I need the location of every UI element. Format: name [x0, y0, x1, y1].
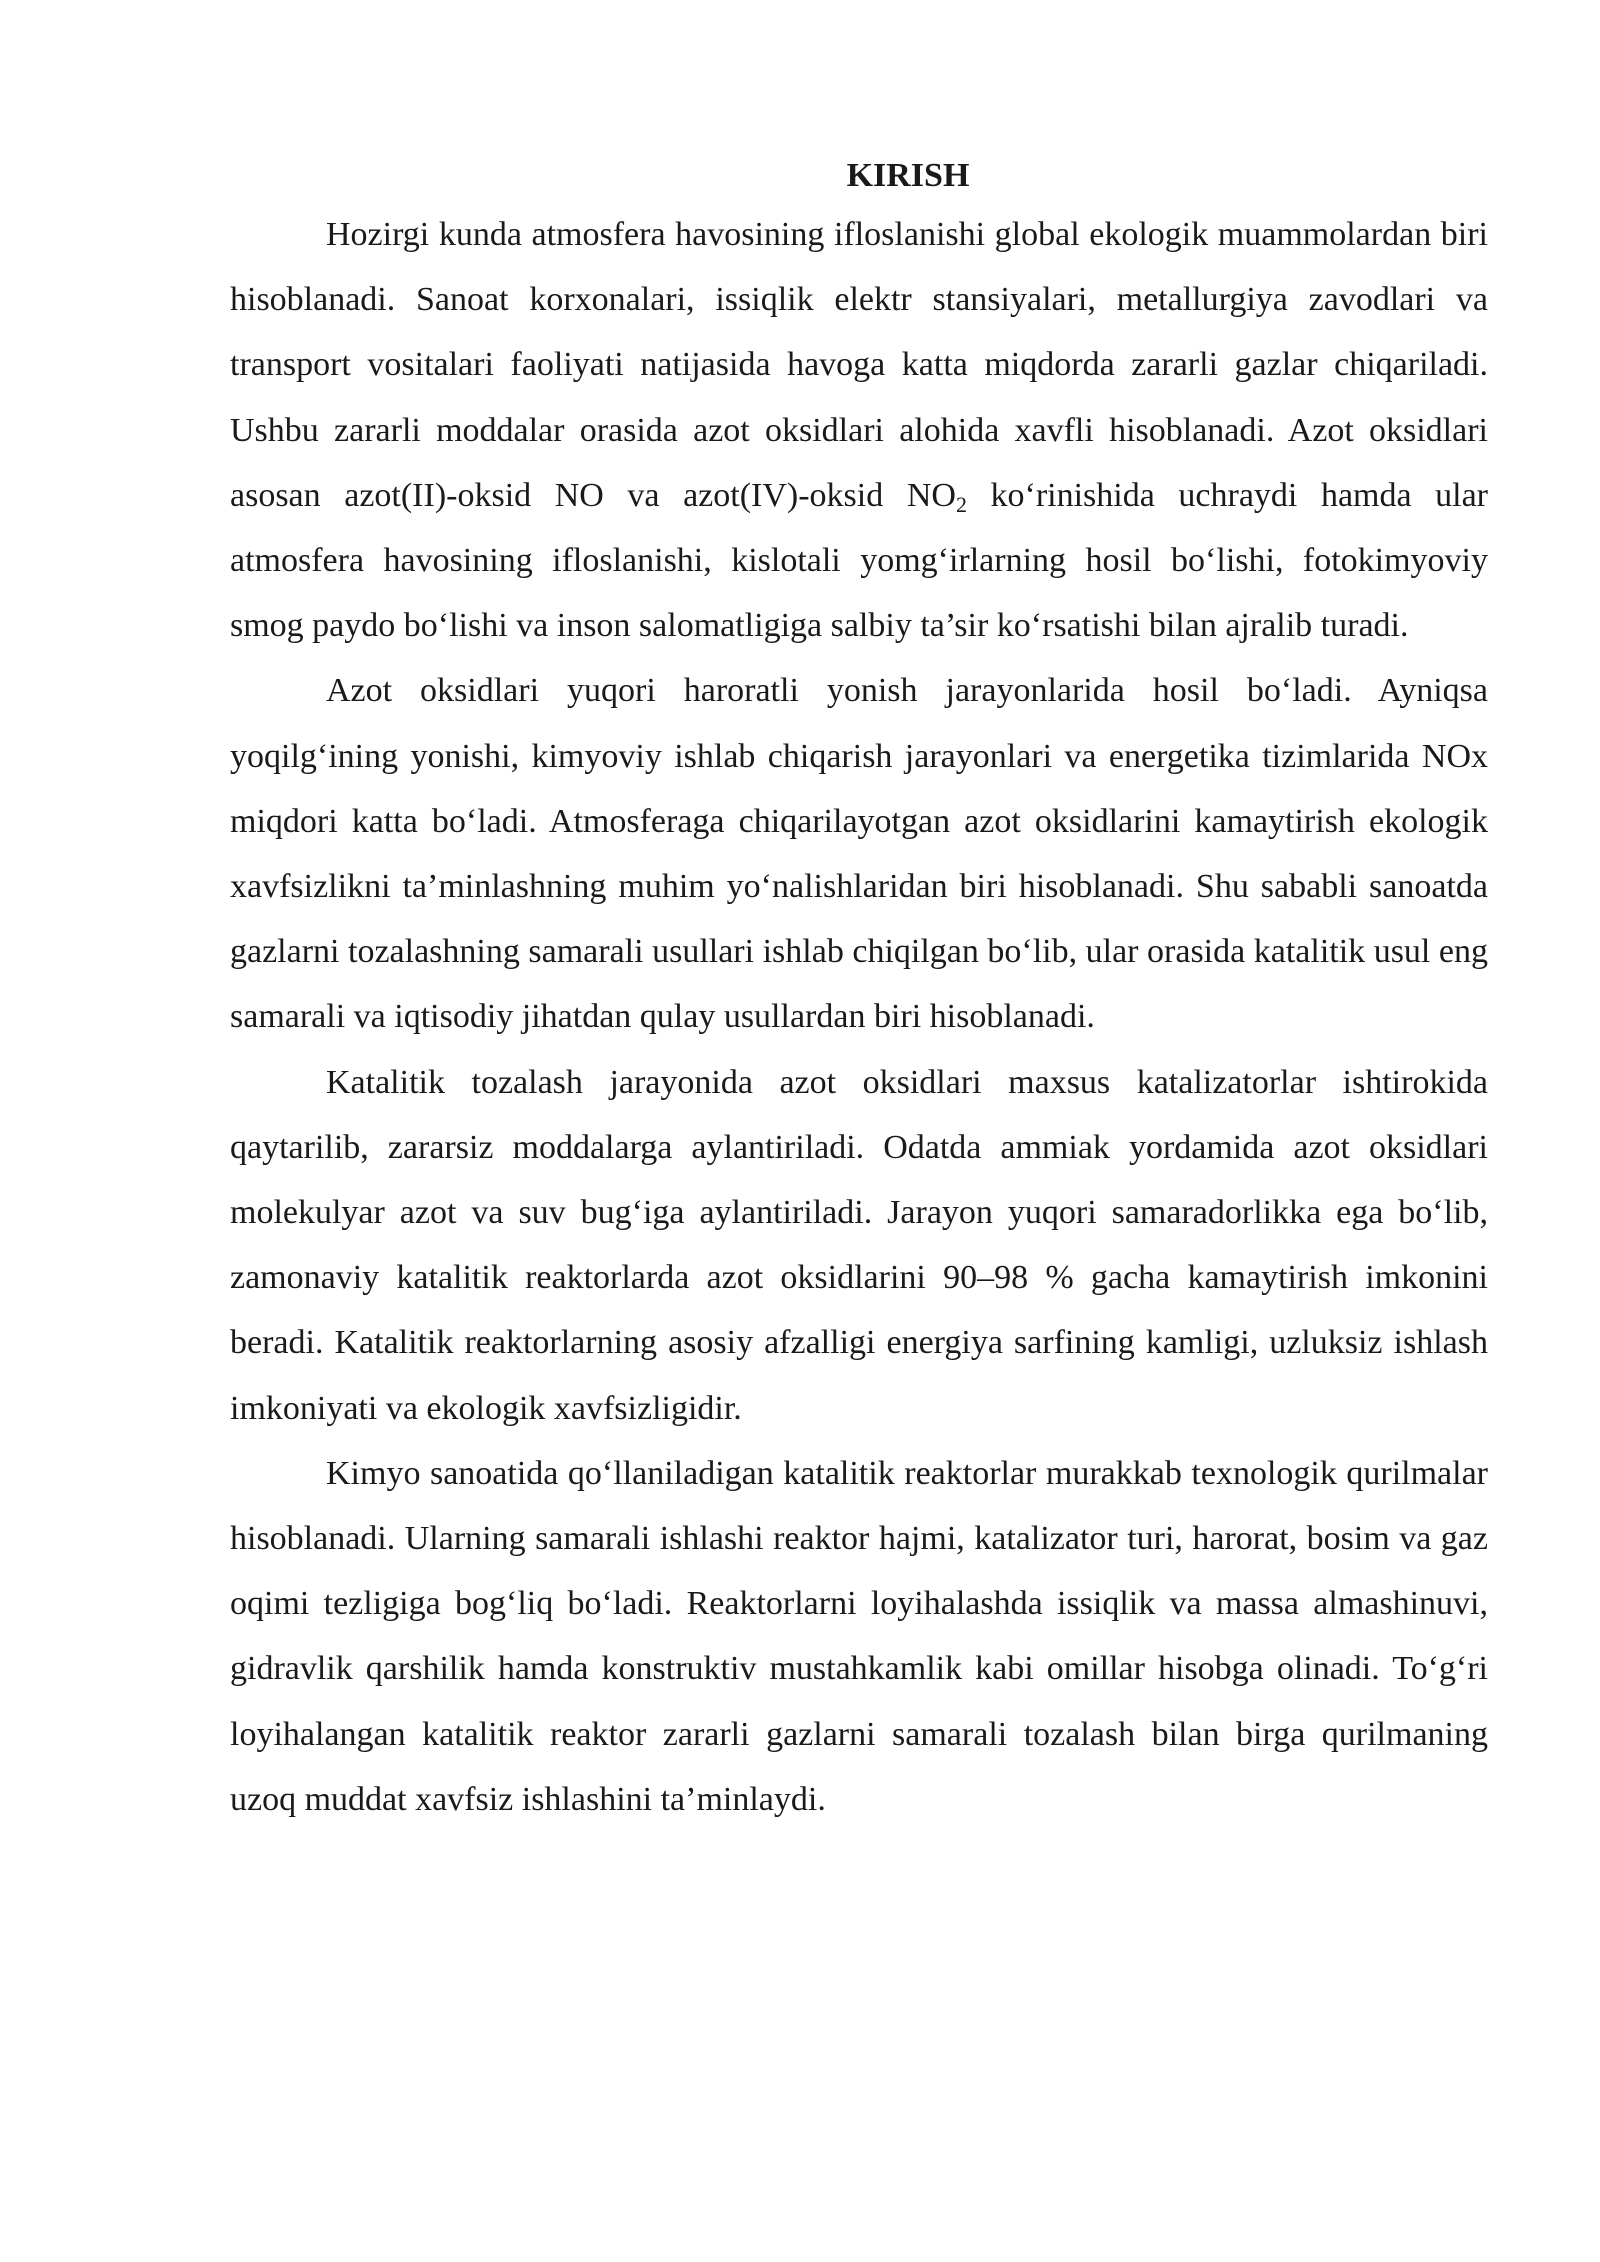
- subscript-2: 2: [955, 491, 967, 517]
- document-body: [230, 150, 1488, 1832]
- paragraph-4: Kimyo sanoatida qo‘llaniladigan katalitik reaktorlar murakkab texnologik qurilmalar hisoblanadi. Ularning samarali ishlashi reaktor hajmi, katalizator turi, harorat, bosim va gaz oqimi tezligiga bog‘liq bo‘ladi. Reaktorlarni loyihalashda issiqlik va massa almashinuvi, gidravlik qarshilik hamda konstruktiv mustahkamlik kabi omillar hisobga olinadi. To‘g‘ri loyihalangan katalitik reaktor zararli gazlarni samarali tozalash bilan birga qurilmaning uzoq muddat xavfsiz ishlashini ta’minlaydi.: [230, 1454, 1488, 1818]
- paragraph-2: Azot oksidlari yuqori haroratli yonish jarayonlarida hosil bo‘ladi. Ayniqsa yoqilg‘ining yonishi, kimyoviy ishlab chiqarish jarayonlari va energetika tizimlarida NOx miqdori katta bo‘ladi. Atmosferaga chiqarilayotgan azot oksidlarini kamaytirish ekologik xavfsizlikni ta’minlashning muhim yo‘nalishlaridan biri hisoblanadi. Shu sababli sanoatda gazlarni tozalashning samarali usullari ishlab chiqilgan bo‘lib, ular orasida katalitik usul eng samarali va iqtisodiy jihatdan qulay usullardan biri hisoblanadi.: [230, 672, 1488, 1036]
- paragraph-1: [230, 202, 1488, 658]
- paragraph-1-text-continued: ko‘rinishida uchraydi hamda ular atmosfera havosining ifloslanishi, kislotali yomg‘irlarning hosil bo‘lishi, fotokimyoviy smog paydo bo‘lishi va inson salomatligiga salbiy ta’sir ko‘rsatishi bilan ajralib turadi.: [230, 476, 1489, 645]
- paragraph-3: Katalitik tozalash jarayonida azot oksidlari maxsus katalizatorlar ishtirokida qaytarilib, zararsiz moddalarga aylantiriladi. Odatda ammiak yordamida azot oksidlari molekulyar azot va suv bug‘iga aylantiriladi. Jarayon yuqori samaradorlikka ega bo‘lib, zamonaviy katalitik reaktorlarda azot oksidlarini 90–98 % gacha kamaytirish imkonini beradi. Katalitik reaktorlarning asosiy afzalligi energiya sarfining kamligi, uzluksiz ishlash imkoniyati va ekologik xavfsizligidir.: [230, 1063, 1488, 1427]
- paragraph-1-text: Hozirgi kunda atmosfera havosining ifloslanishi global ekologik muammolardan biri hisoblanadi. Sanoat korxonalari, issiqlik elektr stansiyalari, metallurgiya zavodlari va transport vositalari faoliyati natijasida havoga katta miqdorda zararli gazlar chiqariladi. Ushbu zararli moddalar orasida azot oksidlari alohida xavfli hisoblanadi. Azot oksidlari asosan azot(II)-oksid NO va azot(IV)-oksid NO: [230, 216, 1488, 514]
- page-title: KIRISH: [846, 157, 970, 194]
